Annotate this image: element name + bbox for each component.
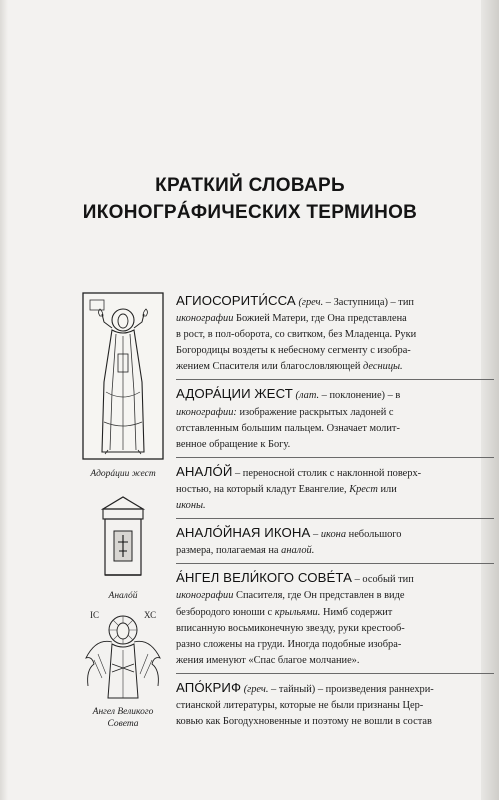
entry-line: [176, 570, 494, 588]
caption-angel-line-2: Совета: [107, 719, 139, 729]
entry-text: жением Спасителя или благословляющей: [176, 361, 363, 373]
entry-text: вписанную восьмиконечную звезду, руки крестооб-: [176, 622, 405, 634]
entry-text: аналой.: [281, 545, 315, 557]
page-title: [60, 172, 440, 226]
entry-term: АДОРА́ЦИИ ЖЕСТ: [176, 386, 293, 402]
entry-line: [176, 653, 494, 669]
figure-caption-angel: [80, 706, 166, 730]
adoratio-gesture-icon: [82, 292, 164, 460]
dictionary-entry: [176, 464, 494, 519]
entry-text: крыльями.: [274, 606, 321, 618]
svg-text:ХС: ХС: [144, 610, 157, 620]
entry-line: [176, 698, 494, 714]
title-line-2: ИКОНОГРÁФИЧЕСКИХ ТЕРМИНОВ: [82, 202, 418, 223]
entry-line: [176, 525, 494, 543]
adoratio-gesture-drawing: [82, 292, 164, 460]
entry-line: [176, 680, 494, 698]
entry-line: [176, 482, 494, 498]
entry-line: [176, 605, 494, 621]
entry-line: [176, 621, 494, 637]
entry-text: ковью как Богодухновенные и поэтому не вошли в состав: [176, 716, 432, 728]
entry-line: [176, 637, 494, 653]
entry-line: [176, 464, 494, 482]
entry-text: иконографии: [176, 590, 234, 602]
dictionary-entry: [176, 525, 494, 564]
entry-text: иконы.: [176, 500, 206, 512]
analoy-lectern-icon: [100, 495, 146, 579]
entry-line: [176, 437, 494, 453]
dictionary-entry: [176, 386, 494, 457]
title-line-1: КРАТКИЙ СЛОВАРЬ: [155, 175, 345, 196]
entry-line: [176, 498, 494, 514]
entry-text: иконографии:: [176, 406, 237, 418]
entry-line: [176, 714, 494, 730]
entry-text: (греч.: [298, 297, 324, 308]
entry-line: [176, 543, 494, 559]
entry-text: отставленным большим пальцем. Означает молит-: [176, 422, 400, 434]
entry-term: А́НГЕЛ ВЕЛИ́КОГО СОВЕ́ТА: [176, 570, 353, 586]
dictionary-entry: [176, 680, 494, 730]
entry-text: стианской литературы, которые не были признаны Цер-: [176, 699, 424, 711]
dictionary-entries: [176, 293, 494, 735]
entry-text: иконографии: [176, 313, 234, 325]
entry-text: в рост, в пол-оборота, со свитком, без Младенца. Руки: [176, 329, 417, 341]
entry-line: [176, 405, 494, 421]
entry-text: – особый тип: [354, 574, 414, 586]
entry-text: небольшого: [346, 529, 402, 541]
angel-drawing: [82, 608, 164, 700]
entry-text: десницы.: [363, 361, 403, 373]
entry-line: [176, 343, 494, 359]
entry-line: [176, 359, 494, 375]
entry-text: – поклонение) – в: [319, 390, 401, 402]
entry-text: венное обращение к Богу.: [176, 438, 291, 450]
entry-text: размера, полагаемая на: [176, 545, 282, 557]
entry-text: – тайный) – произведения раннехри-: [268, 683, 434, 695]
entry-line: [176, 421, 494, 437]
entry-text: или: [377, 483, 397, 495]
entry-text: (лат.: [295, 390, 320, 402]
entry-text: Богородицы воздеты к небесному сегменту с изобра-: [176, 345, 411, 357]
entry-text: (греч.: [243, 683, 269, 695]
entry-term: АНАЛО́ЙНАЯ ИКОНА: [176, 525, 311, 541]
entry-text: безбородого юноши с: [176, 606, 275, 618]
figure-caption-adoratio: Адорáции жест: [90, 469, 156, 479]
figure-caption-analoy: Аналóй: [108, 591, 138, 601]
entry-text: икона: [320, 529, 347, 541]
page-edge-left: [0, 0, 8, 800]
analoy-drawing: [100, 495, 146, 579]
entry-text: Нимб содержит: [320, 606, 393, 618]
entry-text: жения именуют «Спас благое молчание».: [176, 654, 360, 666]
entry-term: АПО́КРИФ: [176, 679, 242, 695]
entry-text: разно сложены на груди. Иногда подобные изобра-: [176, 638, 402, 650]
dictionary-entry: [176, 293, 494, 380]
entry-text: Крест: [349, 483, 378, 495]
entry-term: АНАЛО́Й: [176, 463, 233, 479]
entry-text: ностью, на который кладут Евангелие,: [176, 483, 350, 495]
entry-text: – переносной столик с наклонной поверх-: [235, 467, 422, 479]
entry-line: [176, 293, 494, 311]
caption-angel-line-1: Ангел Великого: [92, 707, 154, 717]
entry-text: Божией Матери, где Она представлена: [233, 313, 407, 325]
entry-text: – Заступница) – тип: [323, 297, 414, 308]
entry-line: [176, 311, 494, 327]
entry-line: [176, 327, 494, 343]
entry-term: АГИОСОРИТИ́ССА: [176, 293, 296, 308]
angel-great-counsel-icon: [82, 608, 164, 700]
entry-text: –: [313, 529, 321, 541]
dictionary-entry: [176, 570, 494, 674]
entry-line: [176, 386, 494, 404]
entry-text: Спасителя, где Он представлен в виде: [233, 590, 405, 602]
svg-text:ІС: ІС: [90, 610, 99, 620]
entry-text: изображение раскрытых ладоней с: [236, 406, 394, 418]
entry-line: [176, 588, 494, 604]
